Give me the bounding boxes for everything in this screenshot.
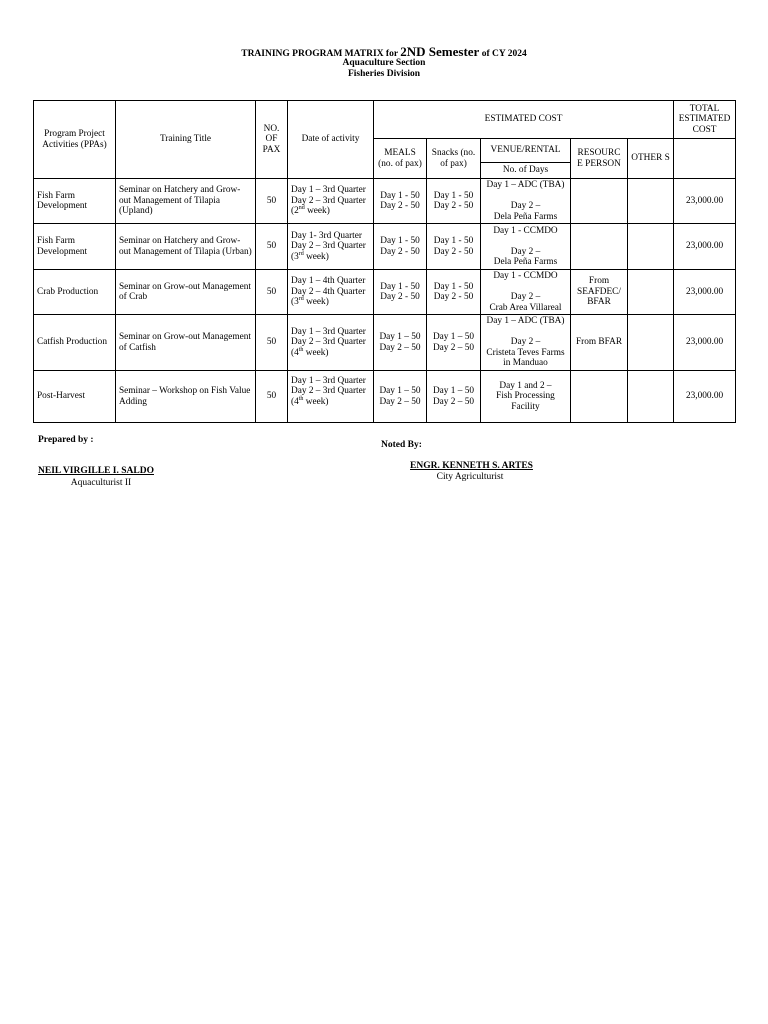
col-days-header: No. of Days <box>481 163 571 179</box>
cell-title: Seminar on Grow-out Management of Crab <box>116 270 256 315</box>
table-row <box>34 224 736 270</box>
estimated-cost-header: ESTIMATED COST <box>374 101 674 139</box>
cell-others <box>628 315 674 371</box>
cell-pax: 50 <box>256 179 288 224</box>
training-matrix-table <box>33 100 736 423</box>
col-venue-header: VENUE/RENTAL <box>481 139 571 163</box>
col-ppa-header: Program Project Activities (PPAs) <box>34 101 116 179</box>
prepared-by-title: Aquaculturist II <box>70 478 132 488</box>
title-year: of CY 2024 <box>481 49 527 59</box>
cell-resource <box>571 371 628 423</box>
cell-snacks: Day 1 - 50 Day 2 - 50 <box>427 179 481 224</box>
cell-pax: 50 <box>256 315 288 371</box>
cell-meals: Day 1 – 50 Day 2 – 50 <box>374 315 427 371</box>
prepared-by-name: NEIL VIRGILLE I. SALDO <box>38 466 154 476</box>
cell-venue: Day 1 - CCMDO Day 2 – Dela Peña Farms <box>481 224 571 270</box>
cell-venue: Day 1 - CCMDO Day 2 – Crab Area Villareal <box>481 270 571 315</box>
cell-others <box>628 371 674 423</box>
section-name: Aquaculture Section <box>342 58 426 68</box>
cell-pax: 50 <box>256 224 288 270</box>
cell-title: Seminar on Grow-out Management of Catfish <box>116 315 256 371</box>
table-row <box>34 371 736 423</box>
col-snacks-header: Snacks (no. of pax) <box>427 139 481 179</box>
col-meals-header: MEALS (no. of pax) <box>374 139 427 179</box>
cell-total: 23,000.00 <box>674 179 736 224</box>
col-total-subheader <box>674 139 736 179</box>
noted-by-name: ENGR. KENNETH S. ARTES <box>410 461 533 471</box>
cell-total: 23,000.00 <box>674 315 736 371</box>
cell-total: 23,000.00 <box>674 224 736 270</box>
cell-pax: 50 <box>256 371 288 423</box>
col-total-header: TOTAL ESTIMATED COST <box>674 101 736 139</box>
col-date-header: Date of activity <box>288 101 374 179</box>
cell-resource: From SEAFDEC/ BFAR <box>571 270 628 315</box>
col-pax-header: NO. OF PAX <box>256 101 288 179</box>
cell-resource <box>571 224 628 270</box>
cell-date: Day 1 – 3rd Quarter Day 2 – 3rd Quarter (2nd week) <box>288 179 374 224</box>
col-title-header: Training Title <box>116 101 256 179</box>
cell-others <box>628 224 674 270</box>
cell-pax: 50 <box>256 270 288 315</box>
cell-snacks: Day 1 - 50 Day 2 - 50 <box>427 270 481 315</box>
cell-date: Day 1 – 4th Quarter Day 2 – 4th Quarter (3rd week) <box>288 270 374 315</box>
cell-title: Seminar on Hatchery and Grow-out Management of Tilapia (Upland) <box>116 179 256 224</box>
col-resource-header: RESOURC E PERSON <box>571 139 628 179</box>
cell-others <box>628 270 674 315</box>
cell-venue: Day 1 – ADC (TBA) Day 2 – Dela Peña Farms <box>481 179 571 224</box>
cell-meals: Day 1 – 50 Day 2 – 50 <box>374 371 427 423</box>
cell-venue: Day 1 and 2 – Fish Processing Facility <box>481 371 571 423</box>
prepared-by-label: Prepared by : <box>38 435 94 445</box>
cell-resource <box>571 179 628 224</box>
cell-venue: Day 1 – ADC (TBA) Day 2 – Cristeta Teves Farms in Manduao <box>481 315 571 371</box>
cell-title: Seminar – Workshop on Fish Value Adding <box>116 371 256 423</box>
cell-snacks: Day 1 – 50 Day 2 – 50 <box>427 371 481 423</box>
cell-ppa: Fish Farm Development <box>34 179 116 224</box>
col-others-header: OTHER S <box>628 139 674 179</box>
cell-meals: Day 1 - 50 Day 2 - 50 <box>374 179 427 224</box>
cell-title: Seminar on Hatchery and Grow-out Management of Tilapia (Urban) <box>116 224 256 270</box>
noted-by-label: Noted By: <box>381 440 422 450</box>
cell-meals: Day 1 - 50 Day 2 - 50 <box>374 270 427 315</box>
cell-total: 23,000.00 <box>674 270 736 315</box>
noted-by-title: City Agriculturist <box>436 472 504 482</box>
cell-ppa: Catfish Production <box>34 315 116 371</box>
header-row-1 <box>34 101 736 139</box>
cell-date: Day 1- 3rd Quarter Day 2 – 3rd Quarter (3rd week) <box>288 224 374 270</box>
cell-ppa: Crab Production <box>34 270 116 315</box>
cell-total: 23,000.00 <box>674 371 736 423</box>
cell-ppa: Post-Harvest <box>34 371 116 423</box>
cell-others <box>628 179 674 224</box>
title-prefix: TRAINING PROGRAM MATRIX for <box>241 49 398 59</box>
cell-snacks: Day 1 - 50 Day 2 - 50 <box>427 224 481 270</box>
cell-meals: Day 1 - 50 Day 2 - 50 <box>374 224 427 270</box>
cell-date: Day 1 – 3rd Quarter Day 2 – 3rd Quarter (4th week) <box>288 371 374 423</box>
cell-ppa: Fish Farm Development <box>34 224 116 270</box>
table-row <box>34 179 736 224</box>
table-row <box>34 315 736 371</box>
table-row <box>34 270 736 315</box>
cell-snacks: Day 1 – 50 Day 2 – 50 <box>427 315 481 371</box>
cell-resource: From BFAR <box>571 315 628 371</box>
division-name: Fisheries Division <box>347 69 421 79</box>
title-semester: 2ND Semester <box>400 44 480 59</box>
cell-date: Day 1 – 3rd Quarter Day 2 – 3rd Quarter (4th week) <box>288 315 374 371</box>
